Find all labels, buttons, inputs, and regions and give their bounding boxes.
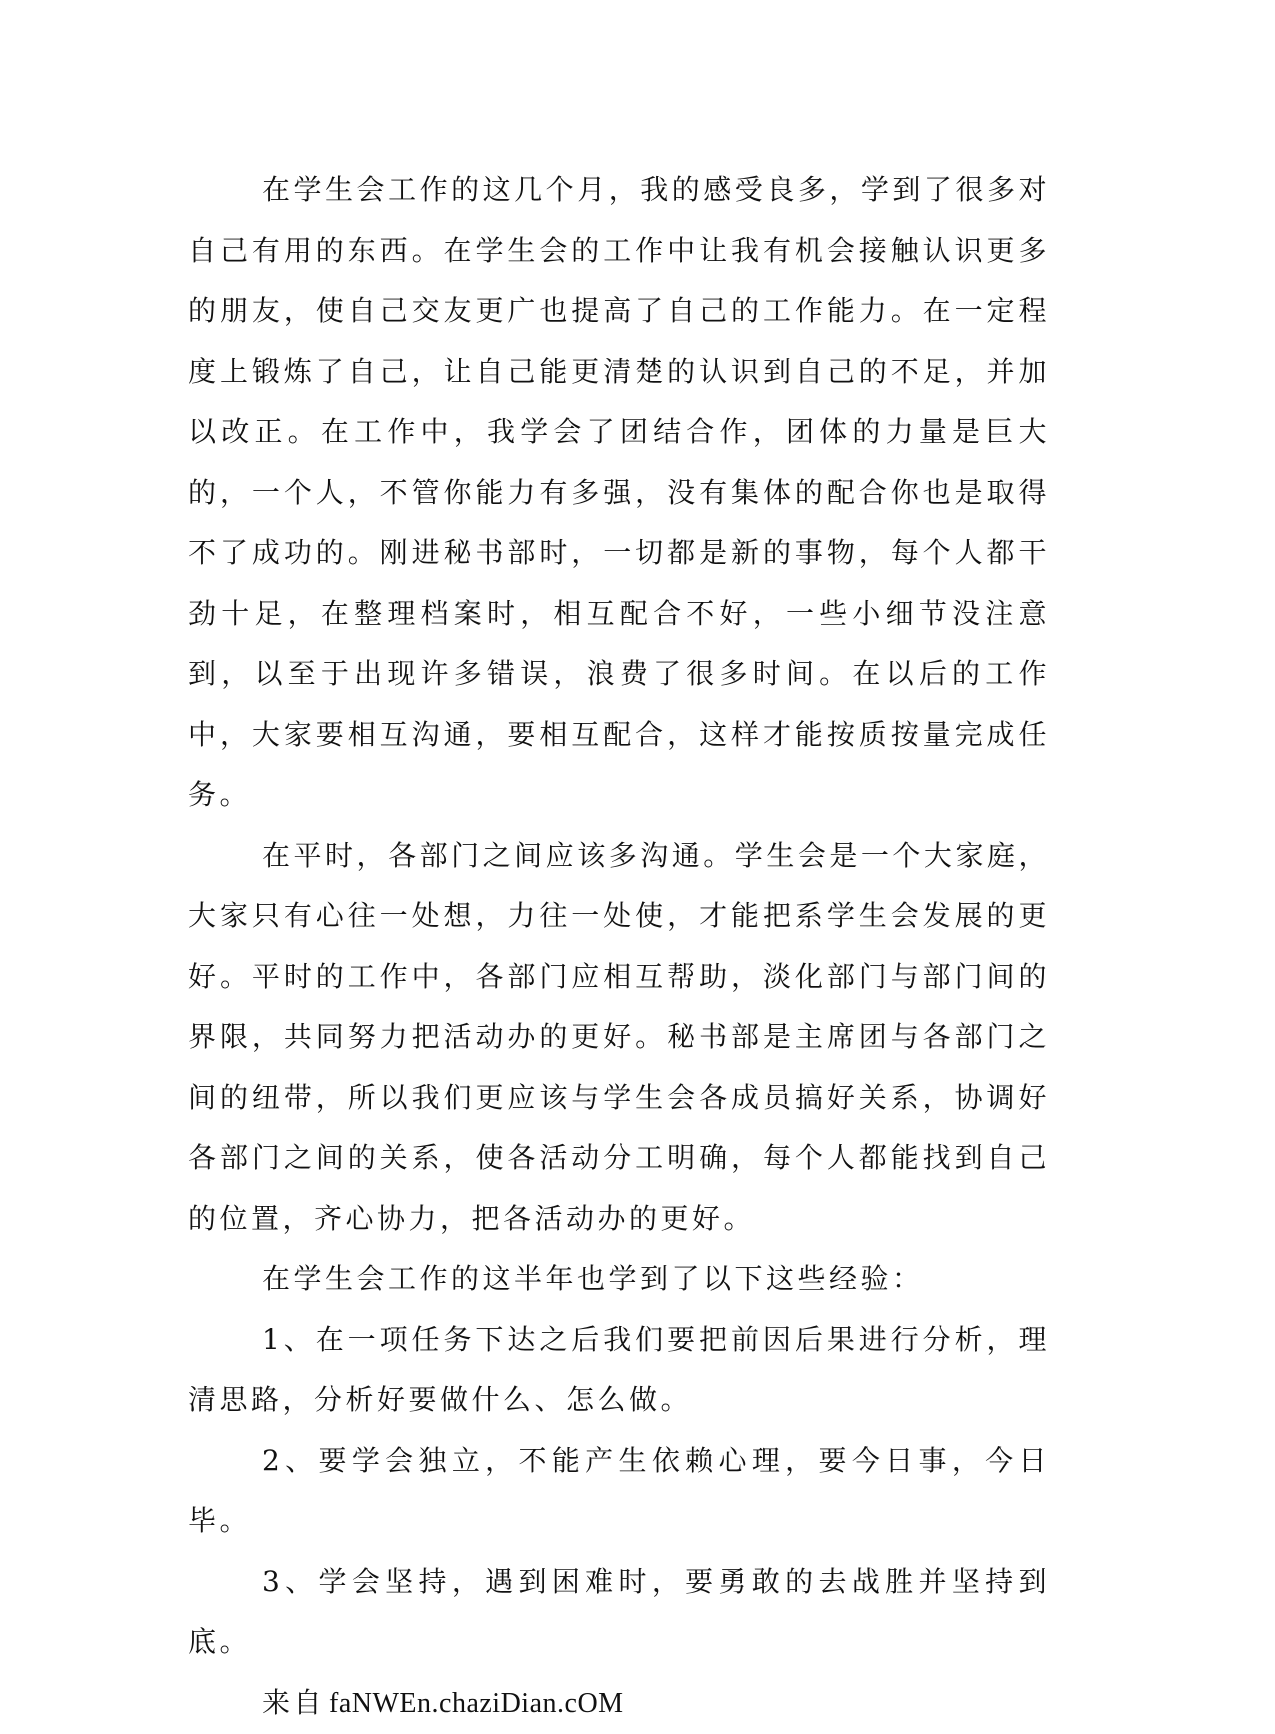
source-line: [188, 1673, 1050, 1734]
paragraph-lessons-intro: 在学生会工作的这半年也学到了以下这些经验：: [188, 1249, 1050, 1310]
list-item-independence: 2、要学会独立，不能产生依赖心理，要今日事，今日毕。: [188, 1431, 1050, 1552]
document-body: [188, 160, 1050, 1734]
paragraph-student-union-experience: 在学生会工作的这几个月，我的感受良多，学到了很多对自己有用的东西。在学生会的工作中让我有机会接触认识更多的朋友，使自己交友更广也提高了自己的工作能力。在一定程度上锻炼了自己，让自己能更清楚的认识到自己的不足，并加以改正。在工作中，我学会了团结合作，团体的力量是巨大的，一个人，不管你能力有多强，没有集体的配合你也是取得不了成功的。刚进秘书部时，一切都是新的事物，每个人都干劲十足，在整理档案时，相互配合不好，一些小细节没注意到，以至于出现许多错误，浪费了很多时间。在以后的工作中，大家要相互沟通，要相互配合，这样才能按质按量完成任务。: [188, 160, 1050, 826]
list-item-analysis: 1、在一项任务下达之后我们要把前因后果进行分析，理清思路，分析好要做什么、怎么做。: [188, 1310, 1050, 1431]
source-label: 来自: [262, 1686, 325, 1719]
paragraph-department-communication: 在平时，各部门之间应该多沟通。学生会是一个大家庭，大家只有心往一处想，力往一处使，才能把系学生会发展的更好。平时的工作中，各部门应相互帮助，淡化部门与部门间的界限，共同努力把活动办的更好。秘书部是主席团与各部门之间的纽带，所以我们更应该与学生会各成员搞好关系，协调好各部门之间的关系，使各活动分工明确，每个人都能找到自己的位置，齐心协力，把各活动办的更好。: [188, 826, 1050, 1250]
list-item-persistence: 3、学会坚持，遇到困难时，要勇敢的去战胜并坚持到底。: [188, 1552, 1050, 1673]
source-site: faNWEn.chaziDian.cOM: [329, 1688, 624, 1719]
